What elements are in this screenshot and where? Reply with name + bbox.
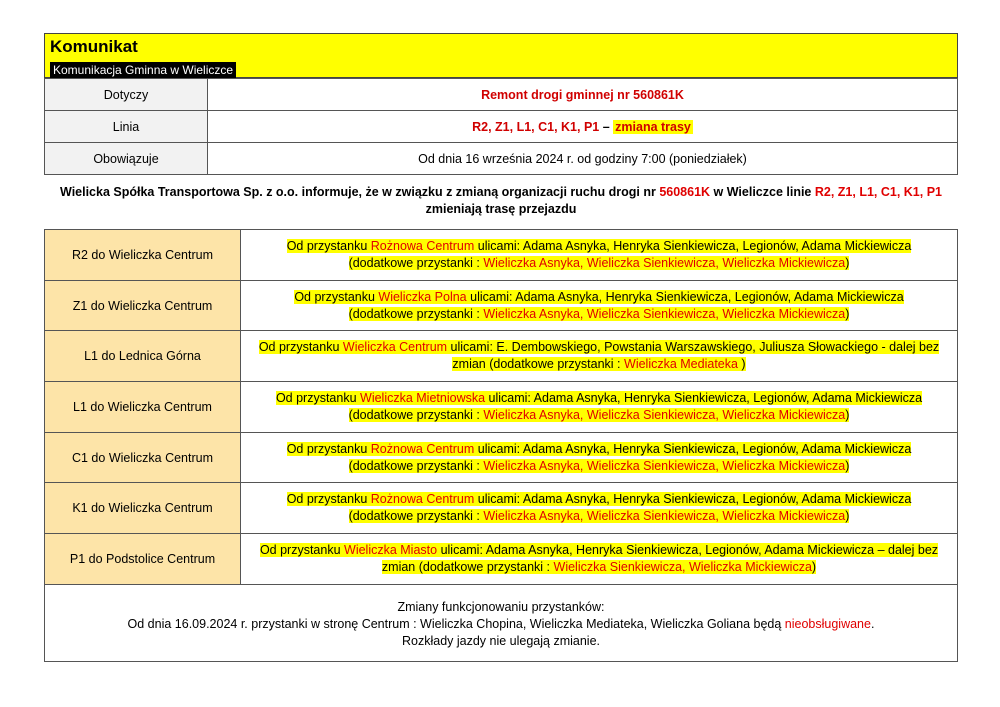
route-text: Od przystanku (275, 390, 361, 405)
route-row (45, 331, 958, 382)
route-text: Od przystanku (286, 492, 371, 507)
route-row (45, 382, 958, 433)
info-row-concerns (45, 79, 958, 111)
route-line-2 (452, 357, 745, 371)
route-text: Od przystanku (286, 238, 371, 253)
route-line-1 (260, 543, 938, 557)
unserved-label: nieobsługiwane (784, 617, 871, 631)
route-text: ulicami: Adama Asnyka, Henryka Sienkiewicza, Legionów, Adama Mickiewicza (474, 238, 912, 253)
intro-part: w Wieliczce linie (710, 185, 815, 199)
route-text: ulicami: Adama Asnyka, Henryka Sienkiewicza, Legionów, Adama Mickiewicza – dalej bez (437, 542, 939, 557)
start-stop: Wieliczka Mietniowska (360, 390, 486, 405)
route-text: zmian (dodatkowe przystanki : (452, 357, 625, 372)
separator: – (599, 119, 614, 134)
affected-lines: R2, Z1, L1, C1, K1, P1 (472, 119, 600, 134)
info-value (208, 111, 958, 143)
extra-stops: Wieliczka Asnyka, Wieliczka Sienkiewicza, Wieliczka Mickiewicza (483, 458, 846, 473)
route-text: zmian (dodatkowe przystanki : (381, 559, 554, 574)
route-text: ) (737, 357, 746, 372)
start-stop: Wieliczka Polna (378, 289, 467, 304)
start-stop: Wieliczka Miasto (344, 542, 438, 557)
route-label: R2 do Wieliczka Centrum (45, 230, 241, 281)
info-label: Linia (45, 111, 208, 143)
route-text: ) (811, 559, 817, 574)
extra-stops: Wieliczka Mediateka (624, 357, 738, 372)
route-label: L1 do Lednica Górna (45, 331, 241, 382)
route-text: (dodatkowe przystanki : (348, 255, 484, 270)
route-text: ulicami: Adama Asnyka, Henryka Sienkiewicza, Legionów, Adama Mickiewicza (466, 289, 904, 304)
extra-stops: Wieliczka Asnyka, Wieliczka Sienkiewicza, Wieliczka Mickiewicza (483, 255, 846, 270)
route-text: Od przystanku (294, 289, 379, 304)
extra-stops: Wieliczka Asnyka, Wieliczka Sienkiewicza, Wieliczka Mickiewicza (483, 509, 846, 524)
route-description (241, 534, 958, 585)
start-stop: Rożnowa Centrum (370, 441, 475, 456)
route-line-1 (287, 492, 912, 506)
route-row (45, 534, 958, 585)
notice-timetable: Rozkłady jazdy nie ulegają zmianie. (401, 634, 601, 648)
route-description (241, 382, 958, 433)
info-value: Od dnia 16 września 2024 r. od godziny 7:00 (poniedziałek) (208, 143, 958, 175)
route-line-2 (382, 560, 816, 574)
route-change-badge: zmiana trasy (615, 119, 691, 134)
route-line-2 (349, 256, 850, 270)
route-line-1 (276, 391, 922, 405)
notice-stops (45, 616, 957, 633)
notice-text: . (870, 617, 875, 631)
route-text: Od przystanku (286, 441, 371, 456)
intro-part: Wielicka Spółka Transportowa Sp. z o.o. informuje, że w związku z zmianą organizacji ruchu drogi nr (60, 185, 660, 199)
route-text: (dodatkowe przystanki : (348, 458, 484, 473)
route-text: ) (845, 306, 850, 321)
intro-text (44, 184, 958, 218)
route-row (45, 483, 958, 534)
info-row-valid (45, 143, 958, 175)
route-text: ) (845, 458, 850, 473)
route-description (241, 280, 958, 331)
route-text: ) (845, 407, 850, 422)
route-label: C1 do Wieliczka Centrum (45, 432, 241, 483)
route-text: (dodatkowe przystanki : (348, 509, 484, 524)
route-line-1 (287, 442, 912, 456)
route-line-1 (287, 239, 912, 253)
route-description (241, 483, 958, 534)
route-text: ulicami: Adama Asnyka, Henryka Sienkiewicza, Legionów, Adama Mickiewicza (485, 390, 923, 405)
route-row (45, 230, 958, 281)
info-label: Dotyczy (45, 79, 208, 111)
route-label: L1 do Wieliczka Centrum (45, 382, 241, 433)
route-text: (dodatkowe przystanki : (348, 407, 484, 422)
extra-stops: Wieliczka Asnyka, Wieliczka Sienkiewicza, Wieliczka Mickiewicza (483, 407, 846, 422)
info-row-lines (45, 111, 958, 143)
route-text: (dodatkowe przystanki : (348, 306, 484, 321)
extra-stops: Wieliczka Asnyka, Wieliczka Sienkiewicza, Wieliczka Mickiewicza (483, 306, 846, 321)
route-description (241, 432, 958, 483)
route-line-2 (349, 307, 850, 321)
announcement-header (44, 33, 958, 78)
route-row (45, 432, 958, 483)
extra-stops: Wieliczka Sienkiewicza, Wieliczka Mickiewicza (553, 559, 812, 574)
info-value: Remont drogi gminnej nr 560861K (208, 79, 958, 111)
notice-heading: Zmiany funkcjonowaniu przystanków: (397, 600, 605, 614)
route-label: K1 do Wieliczka Centrum (45, 483, 241, 534)
organization-name: Komunikacja Gminna w Wieliczce (50, 62, 236, 78)
page-title: Komunikat (50, 37, 138, 56)
start-stop: Rożnowa Centrum (370, 492, 475, 507)
stops-notice (44, 584, 958, 662)
route-line-1 (259, 340, 939, 354)
info-table (44, 78, 958, 175)
route-line-1 (294, 290, 903, 304)
route-text: ulicami: Adama Asnyka, Henryka Sienkiewicza, Legionów, Adama Mickiewicza (474, 441, 912, 456)
start-stop: Rożnowa Centrum (370, 238, 475, 253)
routes-table (44, 229, 958, 585)
route-text: Od przystanku (258, 340, 343, 355)
notice-text: Od dnia 16.09.2024 r. przystanki w stronę Centrum : Wieliczka Chopina, Wieliczka Mediateka, Wieliczka Goliana będą (127, 617, 785, 631)
start-stop: Wieliczka Centrum (342, 340, 448, 355)
route-row (45, 280, 958, 331)
intro-part: zmieniają trasę przejazdu (425, 202, 577, 216)
route-text: Od przystanku (259, 542, 345, 557)
route-line-2 (349, 408, 850, 422)
route-text: ) (845, 509, 850, 524)
route-line-2 (349, 509, 850, 523)
road-number: 560861K (659, 185, 711, 199)
route-text: ulicami: Adama Asnyka, Henryka Sienkiewicza, Legionów, Adama Mickiewicza (474, 492, 912, 507)
route-description (241, 331, 958, 382)
route-label: P1 do Podstolice Centrum (45, 534, 241, 585)
route-text: ) (845, 255, 850, 270)
route-text: ulicami: E. Dembowskiego, Powstania Warszawskiego, Juliusza Słowackiego - dalej bez (447, 340, 940, 355)
route-description (241, 230, 958, 281)
info-label: Obowiązuje (45, 143, 208, 175)
route-line-2 (349, 459, 850, 473)
route-label: Z1 do Wieliczka Centrum (45, 280, 241, 331)
affected-lines: R2, Z1, L1, C1, K1, P1 (814, 185, 942, 199)
